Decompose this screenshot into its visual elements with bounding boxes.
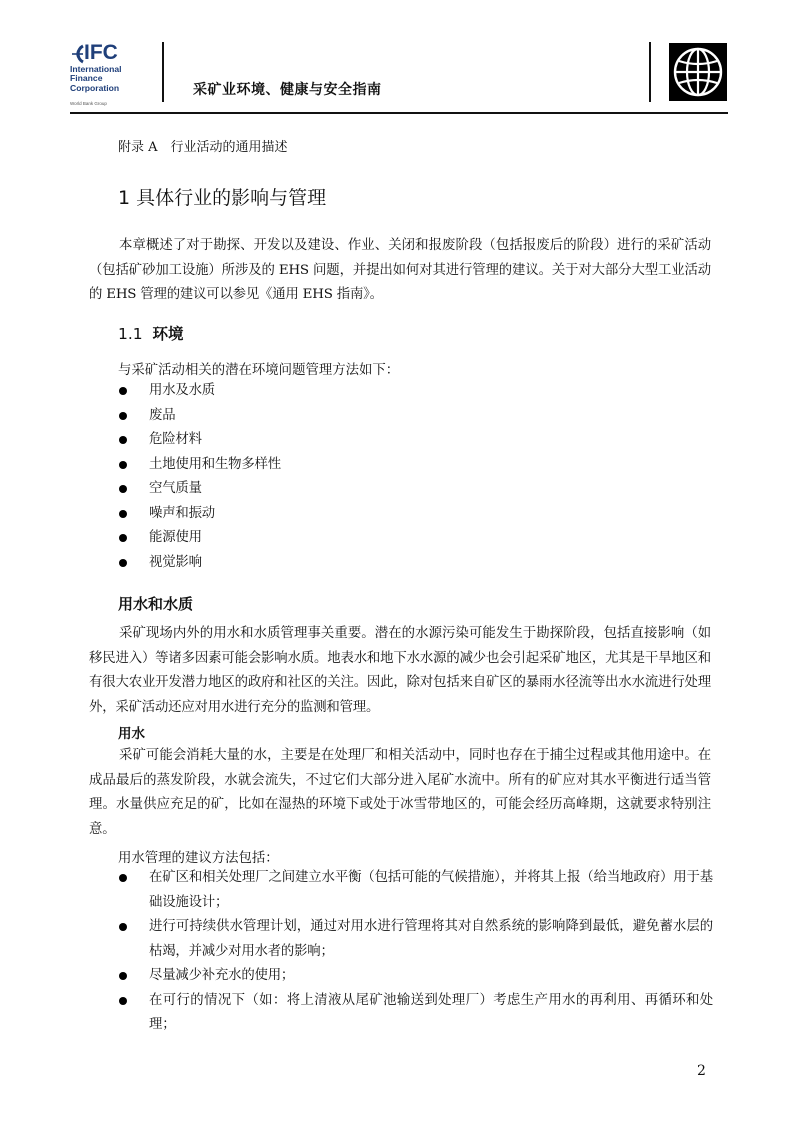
list-item: 危险材料 [118,428,713,453]
section-1-1-heading [118,322,184,344]
section-1-1-number: 1.1 [118,325,143,343]
header-divider-left [162,42,164,102]
list-item: 噪声和振动 [118,502,713,527]
bullet-icon [119,559,127,567]
water-use-paragraph: 采矿可能会消耗大量的水，主要是在处理厂和相关活动中，同时也存在于捕尘过程或其他用途中。在成品最后的蒸发阶段，水就会流失，不过它们大部分进入尾矿水流中。所有的矿应对其水平衡进行适当管理。水量供应充足的矿，比如在湿热的环境下或处于冰雪带地区的，可能会经历高峰期，这就要求特别注意。 [89,748,711,837]
bullet-icon [119,510,127,518]
list-item: 废品 [118,404,713,429]
page-number: 2 [697,1063,706,1079]
water-paragraph: 采矿现场内外的用水和水质管理事关重要。潜在的水源污染可能发生于勘探阶段，包括直接影响（如移民进入）等诸多因素可能会影响水质。地表水和地下水水源的减少也会引起采矿地区，尤其是干旱地区和有很大农业开发潜力地区的政府和社区的关注。因此，除对包括来自矿区的暴雨水径流等出水水流进行处理外，采矿活动还应对用水进行充分的监测和管理。 [89,626,711,715]
list-item: 在可行的情况下（如：将上清液从尾矿池输送到处理厂）考虑生产用水的再利用、再循环和处理； [118,989,713,1038]
appendix-line: 附录 A 行业活动的通用描述 [118,140,288,155]
list-item: 视觉影响 [118,551,713,576]
water-methods-intro: 用水管理的建议方法包括： [118,851,279,866]
water-use-heading: 用水 [118,726,145,742]
list-item: 能源使用 [118,526,713,551]
ifc-logo [70,42,160,108]
list-item: 在矿区和相关处理厂之间建立水平衡（包括可能的气候措施），并将其上报（给当地政府）用于基础设施设计； [118,866,713,915]
page-header [0,0,793,115]
bullet-icon [119,485,127,493]
bullet-icon [119,997,127,1005]
water-methods-list [118,866,713,1038]
bullet-icon [119,461,127,469]
env-intro: 与采矿活动相关的潜在环境问题管理方法如下： [118,363,400,378]
header-rule [70,112,728,114]
header-divider-right [649,42,651,102]
list-item: 空气质量 [118,477,713,502]
section-1-intro: 本章概述了对于勘探、开发以及建设、作业、关闭和报废阶段（包括报废后的阶段）进行的采矿活动（包括矿砂加工设施）所涉及的 EHS 问题，并提出如何对其进行管理的建议。关于对大部分大型工业活动的 EHS 管理的建议可以参见《通用 EHS 指南》。 [89,238,711,302]
water-heading: 用水和水质 [118,595,194,613]
bullet-icon [119,412,127,420]
ifc-subtitle: World Bank Group [70,101,107,106]
bullet-icon [119,534,127,542]
header-title: 采矿业环境、健康与安全指南 [193,82,382,98]
list-item: 尽量减少补充水的使用； [118,964,713,989]
env-issue-list [118,379,713,575]
section-1-heading: 1 具体行业的影响与管理 [118,187,327,209]
section-1-1-title: 环境 [152,325,184,343]
bullet-icon [119,972,127,980]
ifc-globe-icon [70,44,84,64]
list-item: 用水及水质 [118,379,713,404]
list-item: 土地使用和生物多样性 [118,453,713,478]
bullet-icon [119,436,127,444]
list-item: 进行可持续供水管理计划，通过对用水进行管理将其对自然系统的影响降到最低，避免蓄水层的枯竭，并减少对用水者的影响； [118,915,713,964]
world-bank-globe-icon [669,43,727,101]
ifc-name: International Finance Corporation [70,64,122,93]
bullet-icon [119,923,127,931]
ifc-letters: IFC [84,41,118,64]
bullet-icon [119,874,127,882]
bullet-icon [119,387,127,395]
